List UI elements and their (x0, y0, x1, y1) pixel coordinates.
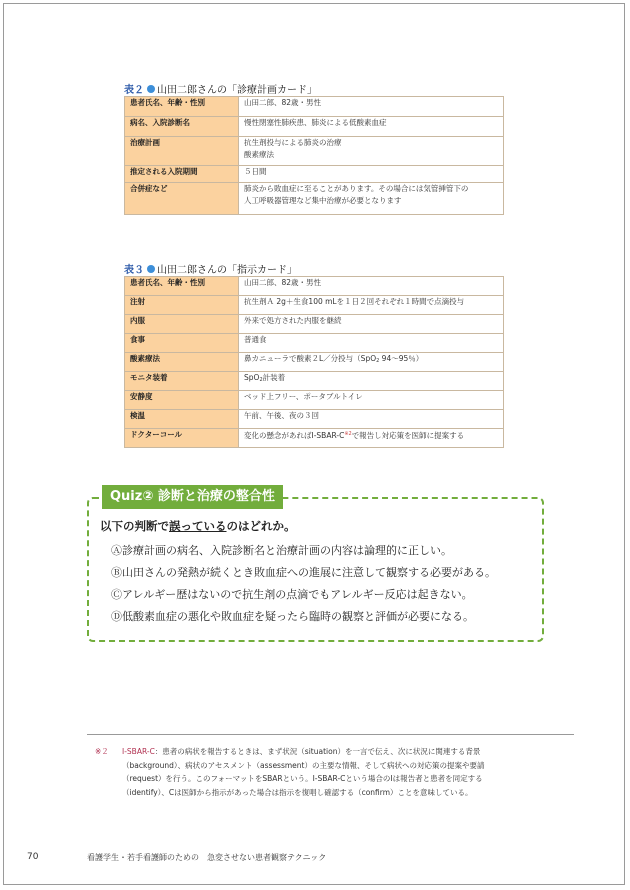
row-value: 山田二郎、82歳・男性 (239, 97, 504, 117)
table-row (125, 137, 504, 166)
row-value: ベッド上フリー、ポータブルトイレ (239, 391, 504, 410)
row-value: ５日間 (239, 166, 504, 183)
value-text: 変化の懸念があればI-SBAR-C (244, 431, 345, 440)
bullet-dot-icon (147, 265, 155, 273)
value-text: 94～95％） (379, 354, 424, 363)
question-text: のはどれか。 (226, 519, 296, 533)
table-row (125, 166, 504, 183)
footnote (95, 745, 522, 799)
row-value: 山田二郎、82歳・男性 (239, 277, 504, 296)
quiz-option-b: Ⓑ山田さんの発熱が続くとき敗血症への進展に注意して観察する必要がある。 (111, 566, 496, 579)
quiz-option-a: Ⓐ診療計画の病名、入院診断名と治療計画の内容は論理的に正しい。 (111, 544, 452, 557)
row-value: 慢性閉塞性肺疾患、肺炎による低酸素血症 (239, 117, 504, 137)
footnote-mark: ※２ (95, 747, 109, 756)
row-value: 抗生剤Ａ 2g＋生食100 mLを１日２回それぞれ１時間で点滴投与 (239, 296, 504, 315)
table-row (125, 391, 504, 410)
table-row (125, 296, 504, 315)
row-value: 外来で処方された内服を継続 (239, 315, 504, 334)
question-text: 以下の判断で (100, 519, 169, 533)
diagnosis-plan-table (124, 96, 504, 215)
row-key: 患者氏名、年齢・性別 (125, 97, 239, 117)
quiz-option-d: Ⓓ低酸素血症の悪化や敗血症を疑ったら臨時の観察と評価が必要になる。 (111, 610, 474, 623)
table3-caption (124, 261, 297, 276)
value-text: 鼻カニューラで酸素２L／分投与（SpO (244, 354, 377, 363)
instruction-table (124, 276, 504, 448)
row-value-line: 人工呼吸器管理など集中治療が必要となります (244, 195, 402, 205)
row-key: ドクターコール (125, 429, 239, 448)
row-key: 安静度 (125, 391, 239, 410)
footnote-term: I-SBAR-C (122, 747, 155, 756)
row-value (239, 183, 504, 215)
table-row (125, 277, 504, 296)
table-row (125, 410, 504, 429)
row-key: 合併症など (125, 183, 239, 215)
page-number: 70 (27, 852, 39, 862)
value-text: 計装着 (262, 373, 286, 382)
row-key: 病名、入院診断名 (125, 117, 239, 137)
table-row (125, 353, 504, 372)
row-key: 内服 (125, 315, 239, 334)
table3-title: 山田二郎さんの「指示カード」 (157, 265, 297, 276)
row-key: モニタ装着 (125, 372, 239, 391)
table2-caption (124, 81, 317, 96)
table-row (125, 334, 504, 353)
row-value (239, 372, 504, 391)
row-value-line: 抗生剤投与による肺炎の治療 (244, 138, 342, 147)
row-value (239, 137, 504, 166)
row-key: 治療計画 (125, 137, 239, 166)
subscript: 2 (376, 358, 380, 364)
quiz-title: Quiz② 診断と治療の整合性 (102, 485, 283, 509)
subscript: 2 (259, 377, 263, 383)
row-key: 検温 (125, 410, 239, 429)
quiz-option-c: Ⓒアレルギー歴はないので抗生剤の点滴でもアレルギー反応は起きない。 (111, 588, 473, 601)
table2-number: 表２ (124, 85, 144, 96)
table-row (125, 315, 504, 334)
question-emphasis: 誤っている (169, 519, 227, 533)
value-text: で報告し対応策を医師に提案する (351, 431, 465, 440)
row-value-line: 酸素療法 (244, 149, 274, 159)
row-value: 普通食 (239, 334, 504, 353)
running-title: 看護学生・若手看護師のための 急変させない患者観察テクニック (87, 853, 327, 862)
row-value (239, 353, 504, 372)
footnote-divider (87, 734, 574, 735)
row-key: 酸素療法 (125, 353, 239, 372)
row-value (239, 429, 504, 448)
row-key: 推定される入院期間 (125, 166, 239, 183)
bullet-dot-icon (147, 85, 155, 93)
row-key: 患者氏名、年齢・性別 (125, 277, 239, 296)
table-row (125, 183, 504, 215)
footnote-text: ：患者の病状を報告するときは、まず状況（situation）を一言で伝え、次に状況に関連する背景（background）、病状のアセスメント（assessment）の主要な情報、そして病状への対応策の提案や要請（request）を行う。このフォーマットをSBARという。I-SBAR-Cという場合のIは報告者と患者を同定する（identify）、Cは医師から指示があった場合は指示を復唱し確認する（confirm）ことを意味している。 (122, 747, 485, 797)
row-value-line: 肺炎から敗血症に至ることがあります。その場合には気管挿管下の (244, 184, 469, 193)
table3-number: 表３ (124, 265, 144, 276)
table-row (125, 429, 504, 448)
footnote-ref: ※2 (344, 431, 352, 437)
table-row (125, 372, 504, 391)
value-text: SpO (244, 373, 260, 382)
row-key: 注射 (125, 296, 239, 315)
table-row (125, 117, 504, 137)
table-row (125, 97, 504, 117)
row-key: 食事 (125, 334, 239, 353)
row-value: 午前、午後、夜の３回 (239, 410, 504, 429)
quiz-question (100, 518, 296, 534)
table2-title: 山田二郎さんの「診療計画カード」 (157, 85, 317, 96)
